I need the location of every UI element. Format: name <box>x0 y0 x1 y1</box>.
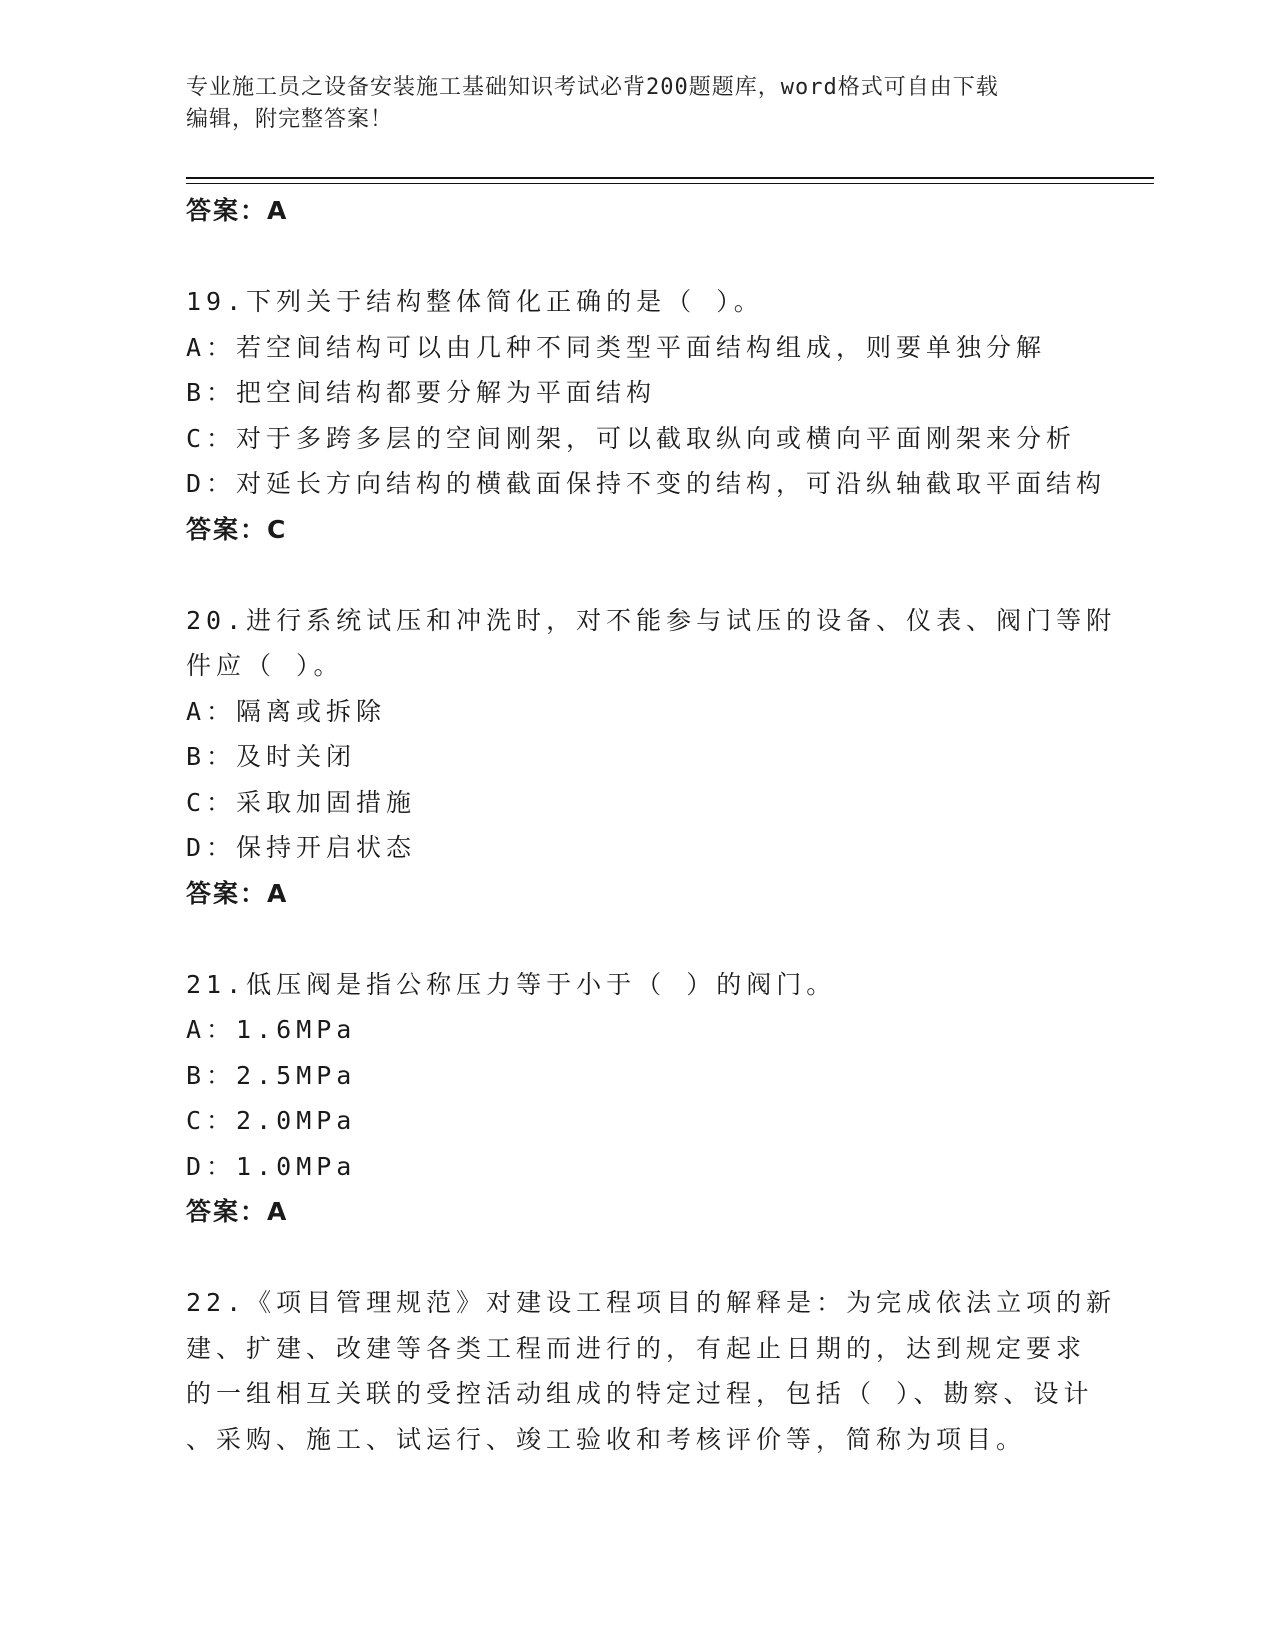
answer: 答案：A <box>186 878 289 908</box>
question-22 <box>186 1280 1117 1462</box>
header-line-2: 编辑，附完整答案！ <box>186 107 394 132</box>
header-line-1: 专业施工员之设备安装施工基础知识考试必背200题题库，word格式可自由下载 <box>186 75 999 100</box>
spacer <box>186 1235 1086 1281</box>
question-text: 22.《项目管理规范》对建设工程项目的解释是：为完成依法立项的新 <box>186 1288 1117 1317</box>
option-b: B：及时关闭 <box>186 742 357 771</box>
question-text: 21.低压阀是指公称压力等于小于（ ）的阀门。 <box>186 969 837 999</box>
question-20 <box>186 598 1117 917</box>
header-rule-thick <box>186 177 1154 179</box>
option-d: D：1.0MPa <box>186 1151 357 1181</box>
option-b: B：把空间结构都要分解为平面结构 <box>186 378 657 407</box>
question-21 <box>186 962 1086 1235</box>
spacer <box>186 234 1086 280</box>
option-a: A：隔离或拆除 <box>186 696 387 726</box>
option-d: D：对延长方向结构的横截面保持不变的结构，可沿纵轴截取平面结构 <box>186 469 1107 498</box>
previous-answer: 答案：A <box>186 196 289 225</box>
option-c: C：采取加固措施 <box>186 787 417 817</box>
question-text: 19.下列关于结构整体简化正确的是（ ）。 <box>186 287 764 316</box>
question-text: 20.进行系统试压和冲洗时，对不能参与试压的设备、仪表、阀门等附 <box>186 605 1117 635</box>
answer: 答案：A <box>186 1197 289 1226</box>
option-c: C：对于多跨多层的空间刚架，可以截取纵向或横向平面刚架来分析 <box>186 423 1077 453</box>
option-a: A：1.6MPa <box>186 1015 357 1044</box>
option-d: D：保持开启状态 <box>186 833 417 862</box>
document-header <box>186 72 1066 136</box>
header-rule-thin <box>186 183 1154 184</box>
spacer <box>186 552 1086 598</box>
question-content <box>186 188 1117 1462</box>
option-c: C：2.0MPa <box>186 1106 357 1135</box>
spacer <box>186 916 1086 962</box>
question-text-cont: 件应（ ）。 <box>186 651 344 680</box>
question-19 <box>186 279 1107 552</box>
question-text-cont: 建、扩建、改建等各类工程而进行的，有起止日期的，达到规定要求 <box>186 1333 1087 1363</box>
option-a: A：若空间结构可以由几种不同类型平面结构组成，则要单独分解 <box>186 332 1047 362</box>
answer: 答案：C <box>186 514 288 544</box>
question-text-cont: 、采购、施工、试运行、竣工验收和考核评价等，简称为项目。 <box>186 1424 1027 1454</box>
question-text-cont: 的一组相互关联的受控活动组成的特定过程，包括（ ）、勘察、设计 <box>186 1379 1094 1408</box>
option-b: B：2.5MPa <box>186 1060 357 1090</box>
